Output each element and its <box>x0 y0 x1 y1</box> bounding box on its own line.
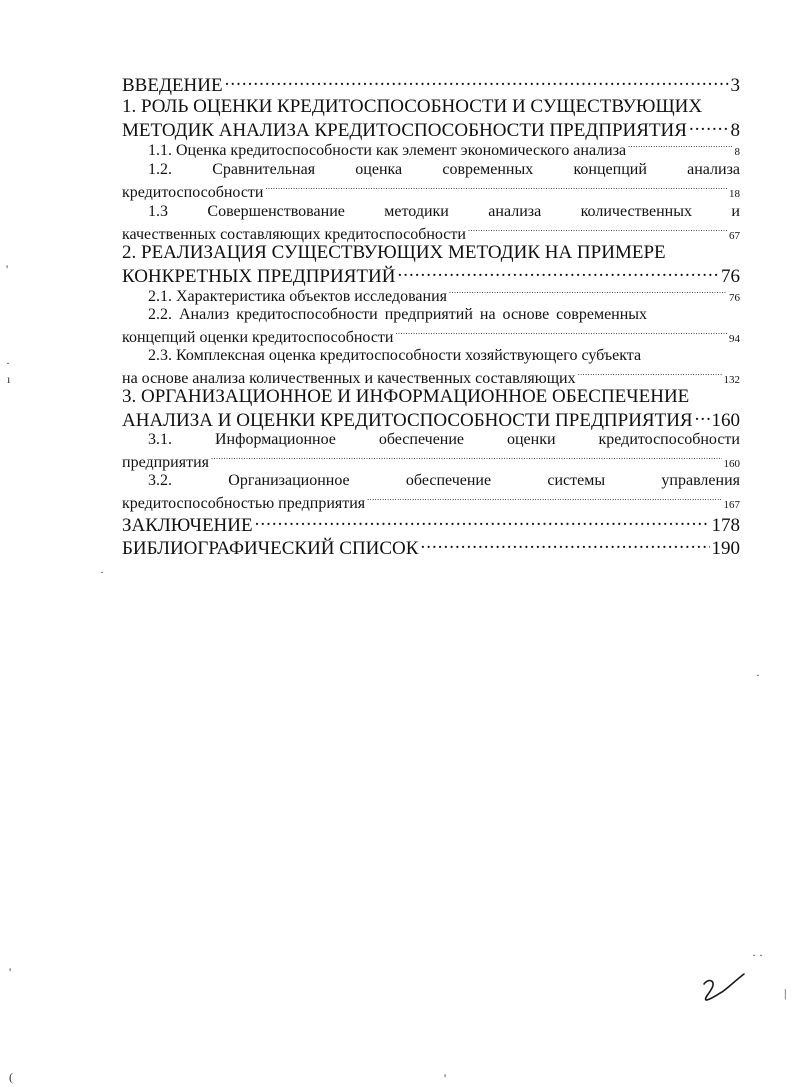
scan-speck: ' <box>9 965 12 979</box>
toc-section-1-2-line-1 <box>148 160 740 180</box>
toc-word: количественных <box>580 203 692 220</box>
toc-entry-title: БИБЛИОГРАФИЧЕСКИЙ СПИСОК <box>122 538 419 559</box>
toc-entry-title: ВВЕДЕНИЕ <box>122 75 223 96</box>
toc-entry-page: 160 <box>723 458 740 470</box>
toc-section-1-1 <box>148 139 740 159</box>
toc-entry-title: кредитоспособности <box>122 184 264 201</box>
dot-leader <box>225 72 729 91</box>
toc-entry-page: 67 <box>729 230 740 242</box>
scan-speck: · <box>100 565 104 579</box>
dot-leader <box>628 139 732 155</box>
dot-leader <box>397 263 719 282</box>
toc-word: обеспечение <box>405 472 492 489</box>
toc-word: оценки <box>506 431 556 448</box>
toc-entry-page: 132 <box>723 374 740 386</box>
toc-section-1-2-line-2 <box>122 181 740 201</box>
toc-entry-title: 1. РОЛЬ ОЦЕНКИ КРЕДИТОСПОСОБНОСТИ И СУЩЕСТВУЮЩИХ <box>122 96 703 117</box>
toc-entry-bibliography <box>122 535 740 557</box>
toc-word: обеспечение <box>378 431 465 448</box>
toc-entry-page: 190 <box>711 538 740 559</box>
toc-entry-title: 2.1. Характеристика объектов исследования <box>148 288 447 305</box>
dot-leader <box>211 451 722 467</box>
toc-entry-title: концепций оценки кредитоспособности <box>122 329 394 346</box>
toc-entry-page: 178 <box>711 515 740 536</box>
toc-entry-title: 1.1. Оценка кредитоспособности как элемент экономического анализа <box>148 142 627 159</box>
toc-section-2-2-line-1 <box>148 305 740 325</box>
scan-speck: · <box>756 668 760 682</box>
toc-entry-title: МЕТОДИК АНАЛИЗА КРЕДИТОСПОСОБНОСТИ ПРЕДПРИЯТИЯ <box>122 120 687 141</box>
toc-entry-title: 2. РЕАЛИЗАЦИЯ СУЩЕСТВУЮЩИХ МЕТОДИК НА ПРИМЕРЕ <box>122 242 666 263</box>
toc-word: анализа <box>687 161 740 178</box>
toc-word: управления <box>661 472 740 489</box>
toc-entry-title: 2.3. Комплексная оценка кредитоспособности хозяйствующего субъекта <box>148 347 642 364</box>
dot-leader <box>395 326 727 342</box>
toc-word: оценка <box>355 161 403 178</box>
toc-chapter-3-line-1 <box>122 386 740 408</box>
toc-word: концепций <box>573 161 647 178</box>
toc-section-2-2-line-2 <box>122 326 740 346</box>
toc-section-2-3-line-1 <box>148 346 740 366</box>
toc-entry-conclusion <box>122 512 740 534</box>
toc-chapter-1-line-2 <box>122 117 740 139</box>
toc-entry-page: 76 <box>729 292 740 304</box>
dot-leader <box>468 223 727 239</box>
toc-entry-title: качественных составляющих кредитоспособности <box>122 226 466 243</box>
dot-leader <box>695 407 710 426</box>
toc-section-3-2-line-1 <box>148 471 740 491</box>
toc-word: кредитоспособности <box>598 431 740 448</box>
dot-leader <box>420 535 709 554</box>
toc-entry-title: кредитоспособностью предприятия <box>122 495 366 512</box>
toc-section-3-1-line-1 <box>148 430 740 450</box>
scan-speck: · · <box>752 948 763 962</box>
toc-section-3-2-line-2 <box>122 492 740 512</box>
toc-section-2-3-line-2 <box>122 367 740 387</box>
toc-entry-page: 8 <box>734 146 740 158</box>
toc-entry-title: на основе анализа количественных и качественных составляющих <box>122 370 576 387</box>
toc-word: 3.1. <box>148 431 172 448</box>
toc-section-3-1-line-2 <box>122 451 740 471</box>
dot-leader <box>449 285 727 301</box>
dot-leader <box>255 512 710 531</box>
toc-entry-page: 76 <box>721 266 740 287</box>
toc-entry-intro <box>122 72 740 94</box>
dot-leader <box>689 117 729 136</box>
toc-entry-title: предприятия <box>122 454 209 471</box>
toc-entry-title: КОНКРЕТНЫХ ПРЕДПРИЯТИЙ <box>122 266 396 287</box>
toc-word: анализа <box>488 203 542 220</box>
dot-leader <box>578 367 722 383</box>
scan-speck: ' <box>444 1071 447 1085</box>
toc-word: Информационное <box>214 431 336 448</box>
toc-word: и <box>731 203 740 220</box>
scan-speck: · <box>6 356 10 370</box>
scan-speck: | <box>784 986 787 1000</box>
toc-word: современных <box>442 161 534 178</box>
toc-word: Организационное <box>228 472 350 489</box>
toc-entry-title: АНАЛИЗА И ОЦЕНКИ КРЕДИТОСПОСОБНОСТИ ПРЕДПРИЯТИЯ <box>122 410 693 431</box>
toc-entry-title: ЗАКЛЮЧЕНИЕ <box>122 515 253 536</box>
dot-leader <box>265 181 727 197</box>
handwritten-signature <box>700 970 748 1010</box>
toc-word: системы <box>547 472 606 489</box>
toc-entry-title: 3. ОРГАНИЗАЦИОННОЕ И ИНФОРМАЦИОННОЕ ОБЕСПЕЧЕНИЕ <box>122 386 690 407</box>
scan-speck: ı <box>7 372 11 386</box>
toc-chapter-3-line-2 <box>122 407 740 429</box>
toc-chapter-2-line-1 <box>122 242 740 264</box>
toc-entry-page: 3 <box>730 75 740 96</box>
toc-section-2-1 <box>148 285 740 305</box>
toc-entry-page: 167 <box>723 499 740 511</box>
toc-section-1-3-line-1 <box>148 202 740 222</box>
toc-section-1-3-line-2 <box>122 223 740 243</box>
toc-word: Совершенствование <box>207 203 345 220</box>
toc-word: методики <box>384 203 449 220</box>
toc-word: 1.3 <box>148 203 168 220</box>
toc-entry-page: 8 <box>730 120 740 141</box>
toc-entry-page: 94 <box>729 333 740 345</box>
toc-entry-page: 160 <box>711 410 740 431</box>
toc-entry-title: 2.2. Анализ кредитоспособности предприятий на основе современных <box>148 306 648 323</box>
scan-speck: ' <box>6 262 9 276</box>
toc-chapter-2-line-2 <box>122 263 740 285</box>
dot-leader <box>367 492 721 508</box>
toc-word: 3.2. <box>148 472 172 489</box>
toc-entry-page: 18 <box>729 188 740 200</box>
toc-chapter-1-line-1 <box>122 96 740 118</box>
scan-speck: ( <box>9 1070 13 1084</box>
toc-word: Сравнительная <box>212 161 316 178</box>
toc-word: 1.2. <box>148 161 172 178</box>
